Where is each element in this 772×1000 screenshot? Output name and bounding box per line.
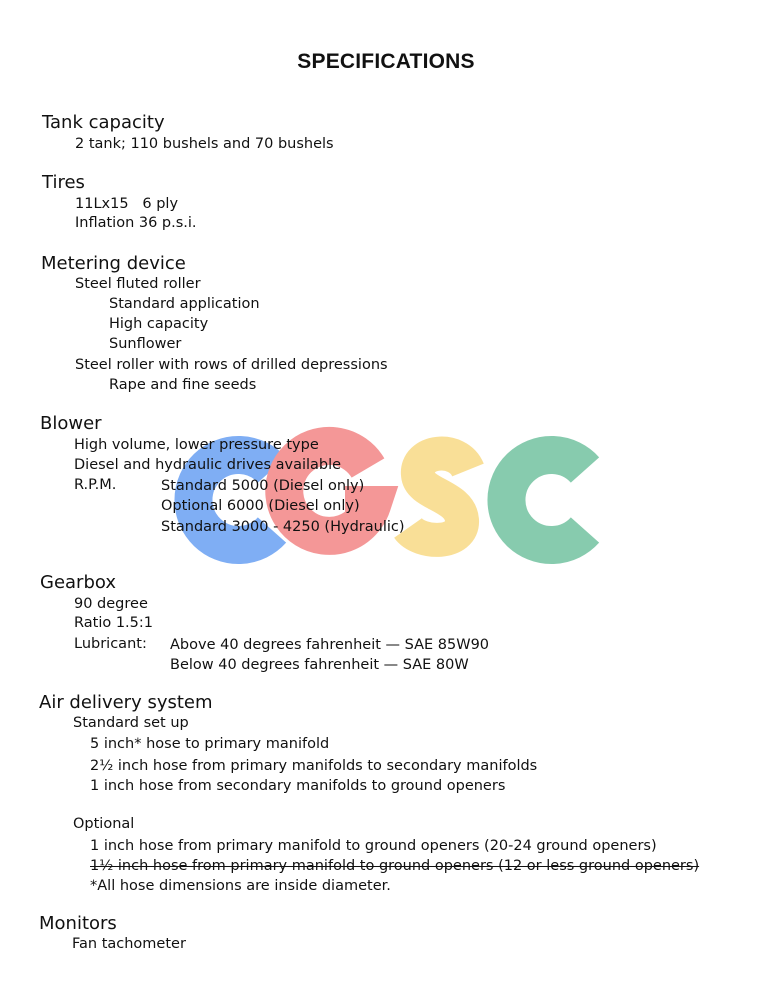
heading-air-delivery-system: Air delivery system <box>39 692 213 713</box>
lubricant-value: Below 40 degrees fahrenheit — SAE 80W <box>170 657 469 673</box>
air-optional-line: 1 inch hose from primary manifold to ground openers (20-24 ground openers) <box>90 838 657 854</box>
tank-capacity-value: 2 tank; 110 bushels and 70 bushels <box>75 136 334 152</box>
air-standard-line: 5 inch* hose to primary manifold <box>90 736 330 752</box>
metering-line: Steel roller with rows of drilled depressions <box>75 357 388 373</box>
metering-line: High capacity <box>109 316 209 332</box>
gearbox-line: 90 degree <box>74 596 148 612</box>
page-title: SPECIFICATIONS <box>297 50 475 73</box>
heading-tank-capacity: Tank capacity <box>42 112 165 133</box>
hose-footnote: *All hose dimensions are inside diameter. <box>90 878 391 894</box>
blower-line: High volume, lower pressure type <box>74 437 319 453</box>
air-optional-line-struck: 1½ inch hose from primary manifold to ground openers (12 or less ground openers) <box>90 858 700 874</box>
air-standard-label: Standard set up <box>73 715 189 731</box>
rpm-value: Standard 3000 - 4250 (Hydraulic) <box>161 519 405 535</box>
heading-gearbox: Gearbox <box>40 572 116 593</box>
gearbox-line: Ratio 1.5:1 <box>74 615 154 631</box>
heading-monitors: Monitors <box>39 913 117 934</box>
lubricant-value: Above 40 degrees fahrenheit — SAE 85W90 <box>170 637 490 653</box>
blower-line: Diesel and hydraulic drives available <box>74 457 342 473</box>
rpm-label: R.P.M. <box>74 477 117 493</box>
air-standard-line: 2½ inch hose from primary manifolds to secondary manifolds <box>90 758 538 774</box>
rpm-value: Standard 5000 (Diesel only) <box>161 478 365 494</box>
metering-line: Rape and fine seeds <box>109 377 257 393</box>
heading-tires: Tires <box>42 172 85 193</box>
watermark-letter-s-yellow <box>408 454 468 540</box>
air-optional-label: Optional <box>73 816 135 832</box>
watermark-letter-c-green <box>506 455 585 545</box>
lubricant-label: Lubricant: <box>74 636 147 652</box>
air-standard-line: 1 inch hose from secondary manifolds to ground openers <box>90 778 506 794</box>
rpm-value: Optional 6000 (Diesel only) <box>161 498 360 514</box>
metering-line: Steel fluted roller <box>75 276 201 292</box>
heading-metering-device: Metering device <box>41 253 186 274</box>
tire-inflation: Inflation 36 p.s.i. <box>75 215 197 231</box>
tire-size: 11Lx15 6 ply <box>75 196 179 212</box>
metering-line: Standard application <box>109 296 260 312</box>
metering-line: Sunflower <box>109 336 182 352</box>
heading-blower: Blower <box>40 413 102 434</box>
monitors-line: Fan tachometer <box>72 936 186 952</box>
